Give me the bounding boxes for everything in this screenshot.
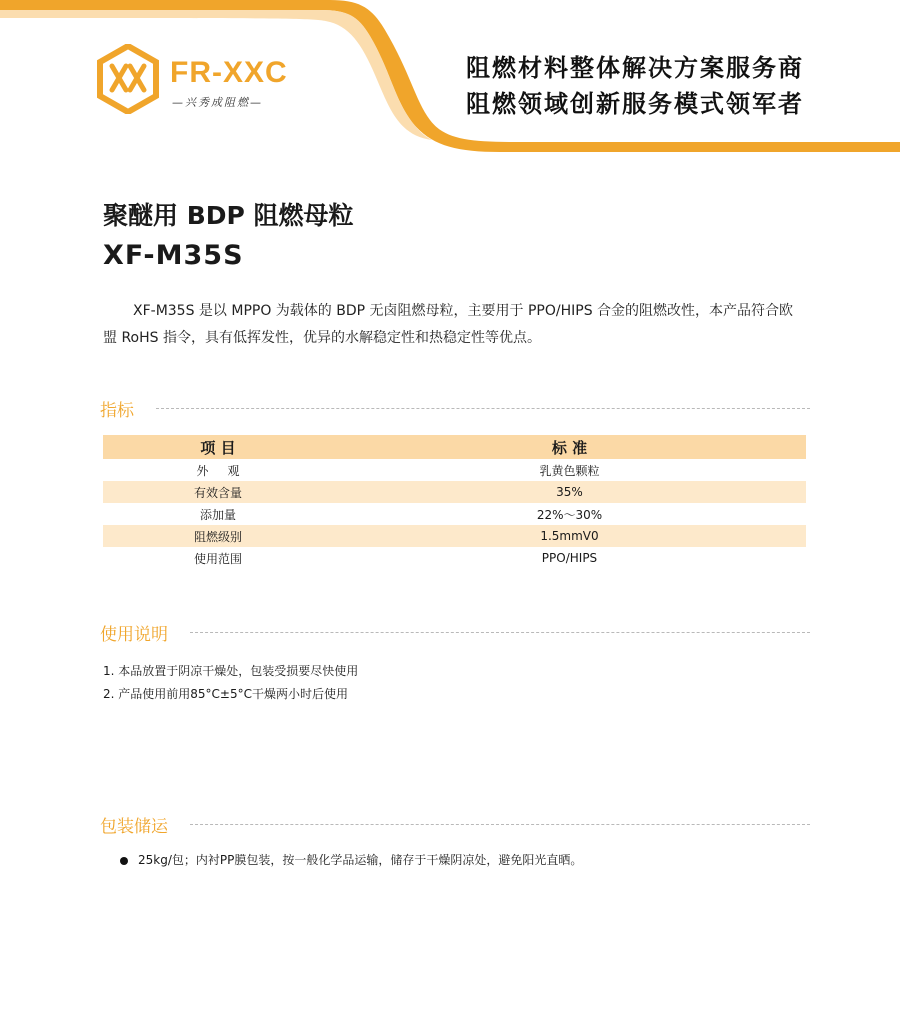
brand-name: FR-XXC [170, 56, 288, 89]
packaging-note [120, 851, 582, 868]
table-row [103, 481, 806, 503]
spec-item: 使用范围 [193, 551, 242, 566]
tagline-primary: 阻燃材料整体解决方案服务商 [466, 54, 804, 82]
spec-header-standard: 标 准 [551, 438, 588, 457]
brand-logo-icon [96, 44, 160, 114]
list-item: 2. 产品使用前用85°C±5°C干燥两小时后使用 [103, 687, 348, 701]
spec-standard: 35% [556, 485, 583, 499]
brand-slogan: —兴秀成阻燃— [172, 96, 263, 109]
table-row [103, 503, 806, 525]
product-model: XF-M35S [103, 240, 244, 271]
tagline-secondary: 阻燃领域创新服务模式领军者 [466, 90, 804, 118]
packaging-section-title: 包装储运 [100, 817, 168, 837]
list-item: 1. 本品放置于阴凉干燥处，包装受损要尽快使用 [103, 664, 359, 678]
spec-standard: 乳黄色颗粒 [539, 463, 600, 478]
table-row [103, 525, 806, 547]
spec-standard: PPO/HIPS [541, 551, 598, 565]
usage-section-header [100, 620, 810, 644]
specs-section-header [100, 396, 810, 420]
specs-section-title: 指标 [100, 401, 134, 421]
table-row [103, 547, 806, 569]
usage-list [103, 660, 358, 706]
spec-standard: 1.5mmV0 [540, 529, 599, 543]
spec-item: 阻燃级别 [193, 529, 242, 544]
section-divider [190, 632, 810, 633]
product-description: XF-M35S 是以 MPPO 为载体的 BDP 无卤阻燃母粒，主要用于 PPO/HIPS 合金的阻燃改性，本产品符合欧盟 RoHS 指令，具有低挥发性，优异的水解稳定性和热稳定性等优点。 [103, 303, 794, 346]
packaging-section-header [100, 812, 810, 836]
spec-header-item: 项 目 [200, 438, 236, 457]
spec-standard: 22%～30% [536, 507, 603, 522]
table-row [103, 459, 806, 481]
spec-table-header [103, 435, 806, 459]
packaging-text: 25kg/包；内衬PP膜包装，按一般化学品运输，储存于干燥阴凉处，避免阳光直晒。 [138, 853, 583, 867]
spec-item: 添加量 [199, 507, 236, 522]
spec-item: 外 观 [196, 463, 240, 478]
product-title: 聚醚用 BDP 阻燃母粒 [103, 201, 354, 230]
spec-item: 有效含量 [193, 485, 242, 500]
section-divider [190, 824, 810, 825]
spec-table [103, 435, 806, 569]
section-divider [156, 408, 810, 409]
bullet-icon [120, 857, 128, 865]
usage-section-title: 使用说明 [100, 625, 168, 645]
